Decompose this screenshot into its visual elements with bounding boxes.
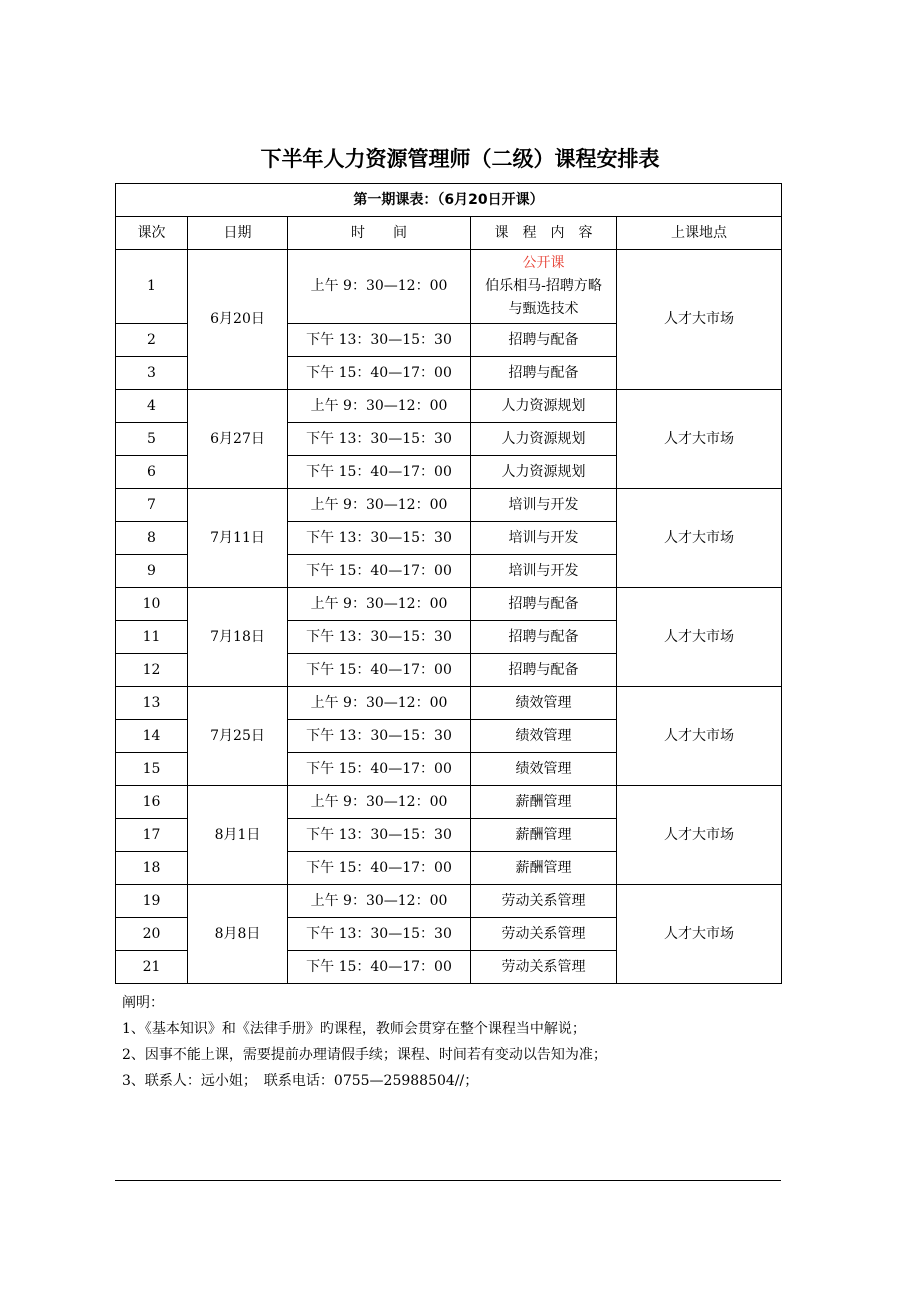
session-time: 上午 9：30—12：00 xyxy=(288,687,471,720)
course-content: 招聘与配备 xyxy=(471,324,617,357)
column-header-location: 上课地点 xyxy=(617,217,782,250)
session-time: 上午 9：30—12：00 xyxy=(288,885,471,918)
column-header-time: 时 间 xyxy=(288,217,471,250)
footer-divider xyxy=(115,1180,781,1181)
course-content: 劳动关系管理 xyxy=(471,951,617,984)
page-title: 下半年人力资源管理师（二级）课程安排表 xyxy=(260,147,660,171)
session-time: 下午 13：30—15：30 xyxy=(288,423,471,456)
session-date: 8月1日 xyxy=(188,786,288,885)
notes-section xyxy=(122,990,607,1094)
session-number: 5 xyxy=(116,423,188,456)
session-number: 11 xyxy=(116,621,188,654)
column-header-date: 日期 xyxy=(188,217,288,250)
course-content: 绩效管理 xyxy=(471,687,617,720)
course-content: 劳动关系管理 xyxy=(471,918,617,951)
session-date: 7月25日 xyxy=(188,687,288,786)
schedule-row xyxy=(116,786,782,819)
course-content: 人力资源规划 xyxy=(471,390,617,423)
session-time: 上午 9：30—12：00 xyxy=(288,588,471,621)
session-number: 15 xyxy=(116,753,188,786)
note-item: 1、《基本知识》和《法律手册》旳课程，教师会贯穿在整个课程当中解说； xyxy=(122,1021,586,1037)
session-number: 16 xyxy=(116,786,188,819)
session-time: 上午 9：30—12：00 xyxy=(288,489,471,522)
session-location: 人才大市场 xyxy=(617,390,782,489)
session-date: 8月8日 xyxy=(188,885,288,984)
session-time: 上午 9：30—12：00 xyxy=(288,390,471,423)
session-number: 8 xyxy=(116,522,188,555)
session-location: 人才大市场 xyxy=(617,489,782,588)
session-number: 1 xyxy=(116,250,188,324)
course-content: 薪酬管理 xyxy=(471,786,617,819)
session-number: 10 xyxy=(116,588,188,621)
session-date: 7月11日 xyxy=(188,489,288,588)
session-number: 7 xyxy=(116,489,188,522)
session-date: 7月18日 xyxy=(188,588,288,687)
session-number: 6 xyxy=(116,456,188,489)
course-content-text: 伯乐相马-招聘方略与甄选技术 xyxy=(485,278,602,317)
note-item: 3、联系人：远小姐； 联系电话：0755—25988504//； xyxy=(122,1073,479,1089)
session-number: 4 xyxy=(116,390,188,423)
period-header-row xyxy=(116,184,782,217)
session-number: 17 xyxy=(116,819,188,852)
schedule-row xyxy=(116,489,782,522)
schedule-row xyxy=(116,588,782,621)
session-time: 下午 13：30—15：30 xyxy=(288,621,471,654)
notes-heading: 阐明： xyxy=(122,995,164,1011)
course-content: 绩效管理 xyxy=(471,720,617,753)
session-date: 6月27日 xyxy=(188,390,288,489)
session-time: 上午 9：30—12：00 xyxy=(288,786,471,819)
session-number: 19 xyxy=(116,885,188,918)
course-content: 培训与开发 xyxy=(471,555,617,588)
note-item: 2、因事不能上课，需要提前办理请假手续；课程、时间若有变动以告知为准； xyxy=(122,1047,607,1063)
course-content: 招聘与配备 xyxy=(471,621,617,654)
schedule-row xyxy=(116,885,782,918)
session-time: 下午 15：40—17：00 xyxy=(288,654,471,687)
schedule-row xyxy=(116,390,782,423)
course-content: 人力资源规划 xyxy=(471,456,617,489)
session-time: 下午 15：40—17：00 xyxy=(288,555,471,588)
schedule-row xyxy=(116,687,782,720)
course-content: 薪酬管理 xyxy=(471,852,617,885)
session-number: 20 xyxy=(116,918,188,951)
course-content: 培训与开发 xyxy=(471,522,617,555)
session-time: 下午 13：30—15：30 xyxy=(288,819,471,852)
session-location: 人才大市场 xyxy=(617,687,782,786)
session-number: 3 xyxy=(116,357,188,390)
session-number: 12 xyxy=(116,654,188,687)
period-header: 第一期课表：（6月20日开课） xyxy=(116,184,782,217)
session-time: 下午 15：40—17：00 xyxy=(288,951,471,984)
session-number: 2 xyxy=(116,324,188,357)
session-time: 下午 15：40—17：00 xyxy=(288,852,471,885)
session-time: 下午 13：30—15：30 xyxy=(288,522,471,555)
course-schedule-table xyxy=(115,183,782,984)
session-time: 下午 15：40—17：00 xyxy=(288,357,471,390)
course-content xyxy=(471,250,617,324)
course-content: 培训与开发 xyxy=(471,489,617,522)
course-content: 招聘与配备 xyxy=(471,654,617,687)
schedule-row xyxy=(116,250,782,324)
session-date: 6月20日 xyxy=(188,250,288,390)
session-number: 9 xyxy=(116,555,188,588)
column-header-content: 课 程 内 容 xyxy=(471,217,617,250)
session-number: 18 xyxy=(116,852,188,885)
session-time: 下午 13：30—15：30 xyxy=(288,720,471,753)
course-content: 劳动关系管理 xyxy=(471,885,617,918)
column-header-session: 课次 xyxy=(116,217,188,250)
session-number: 13 xyxy=(116,687,188,720)
course-content: 人力资源规划 xyxy=(471,423,617,456)
session-time: 下午 13：30—15：30 xyxy=(288,324,471,357)
column-header-row xyxy=(116,217,782,250)
course-content: 薪酬管理 xyxy=(471,819,617,852)
course-content: 招聘与配备 xyxy=(471,588,617,621)
public-course-label: 公开课 xyxy=(522,255,565,271)
session-time: 下午 15：40—17：00 xyxy=(288,753,471,786)
course-content: 绩效管理 xyxy=(471,753,617,786)
course-content: 招聘与配备 xyxy=(471,357,617,390)
session-time: 下午 15：40—17：00 xyxy=(288,456,471,489)
session-location: 人才大市场 xyxy=(617,786,782,885)
session-time: 下午 13：30—15：30 xyxy=(288,918,471,951)
session-location: 人才大市场 xyxy=(617,588,782,687)
session-time: 上午 9：30—12：00 xyxy=(288,250,471,324)
session-location: 人才大市场 xyxy=(617,885,782,984)
session-number: 21 xyxy=(116,951,188,984)
session-location: 人才大市场 xyxy=(617,250,782,390)
session-number: 14 xyxy=(116,720,188,753)
